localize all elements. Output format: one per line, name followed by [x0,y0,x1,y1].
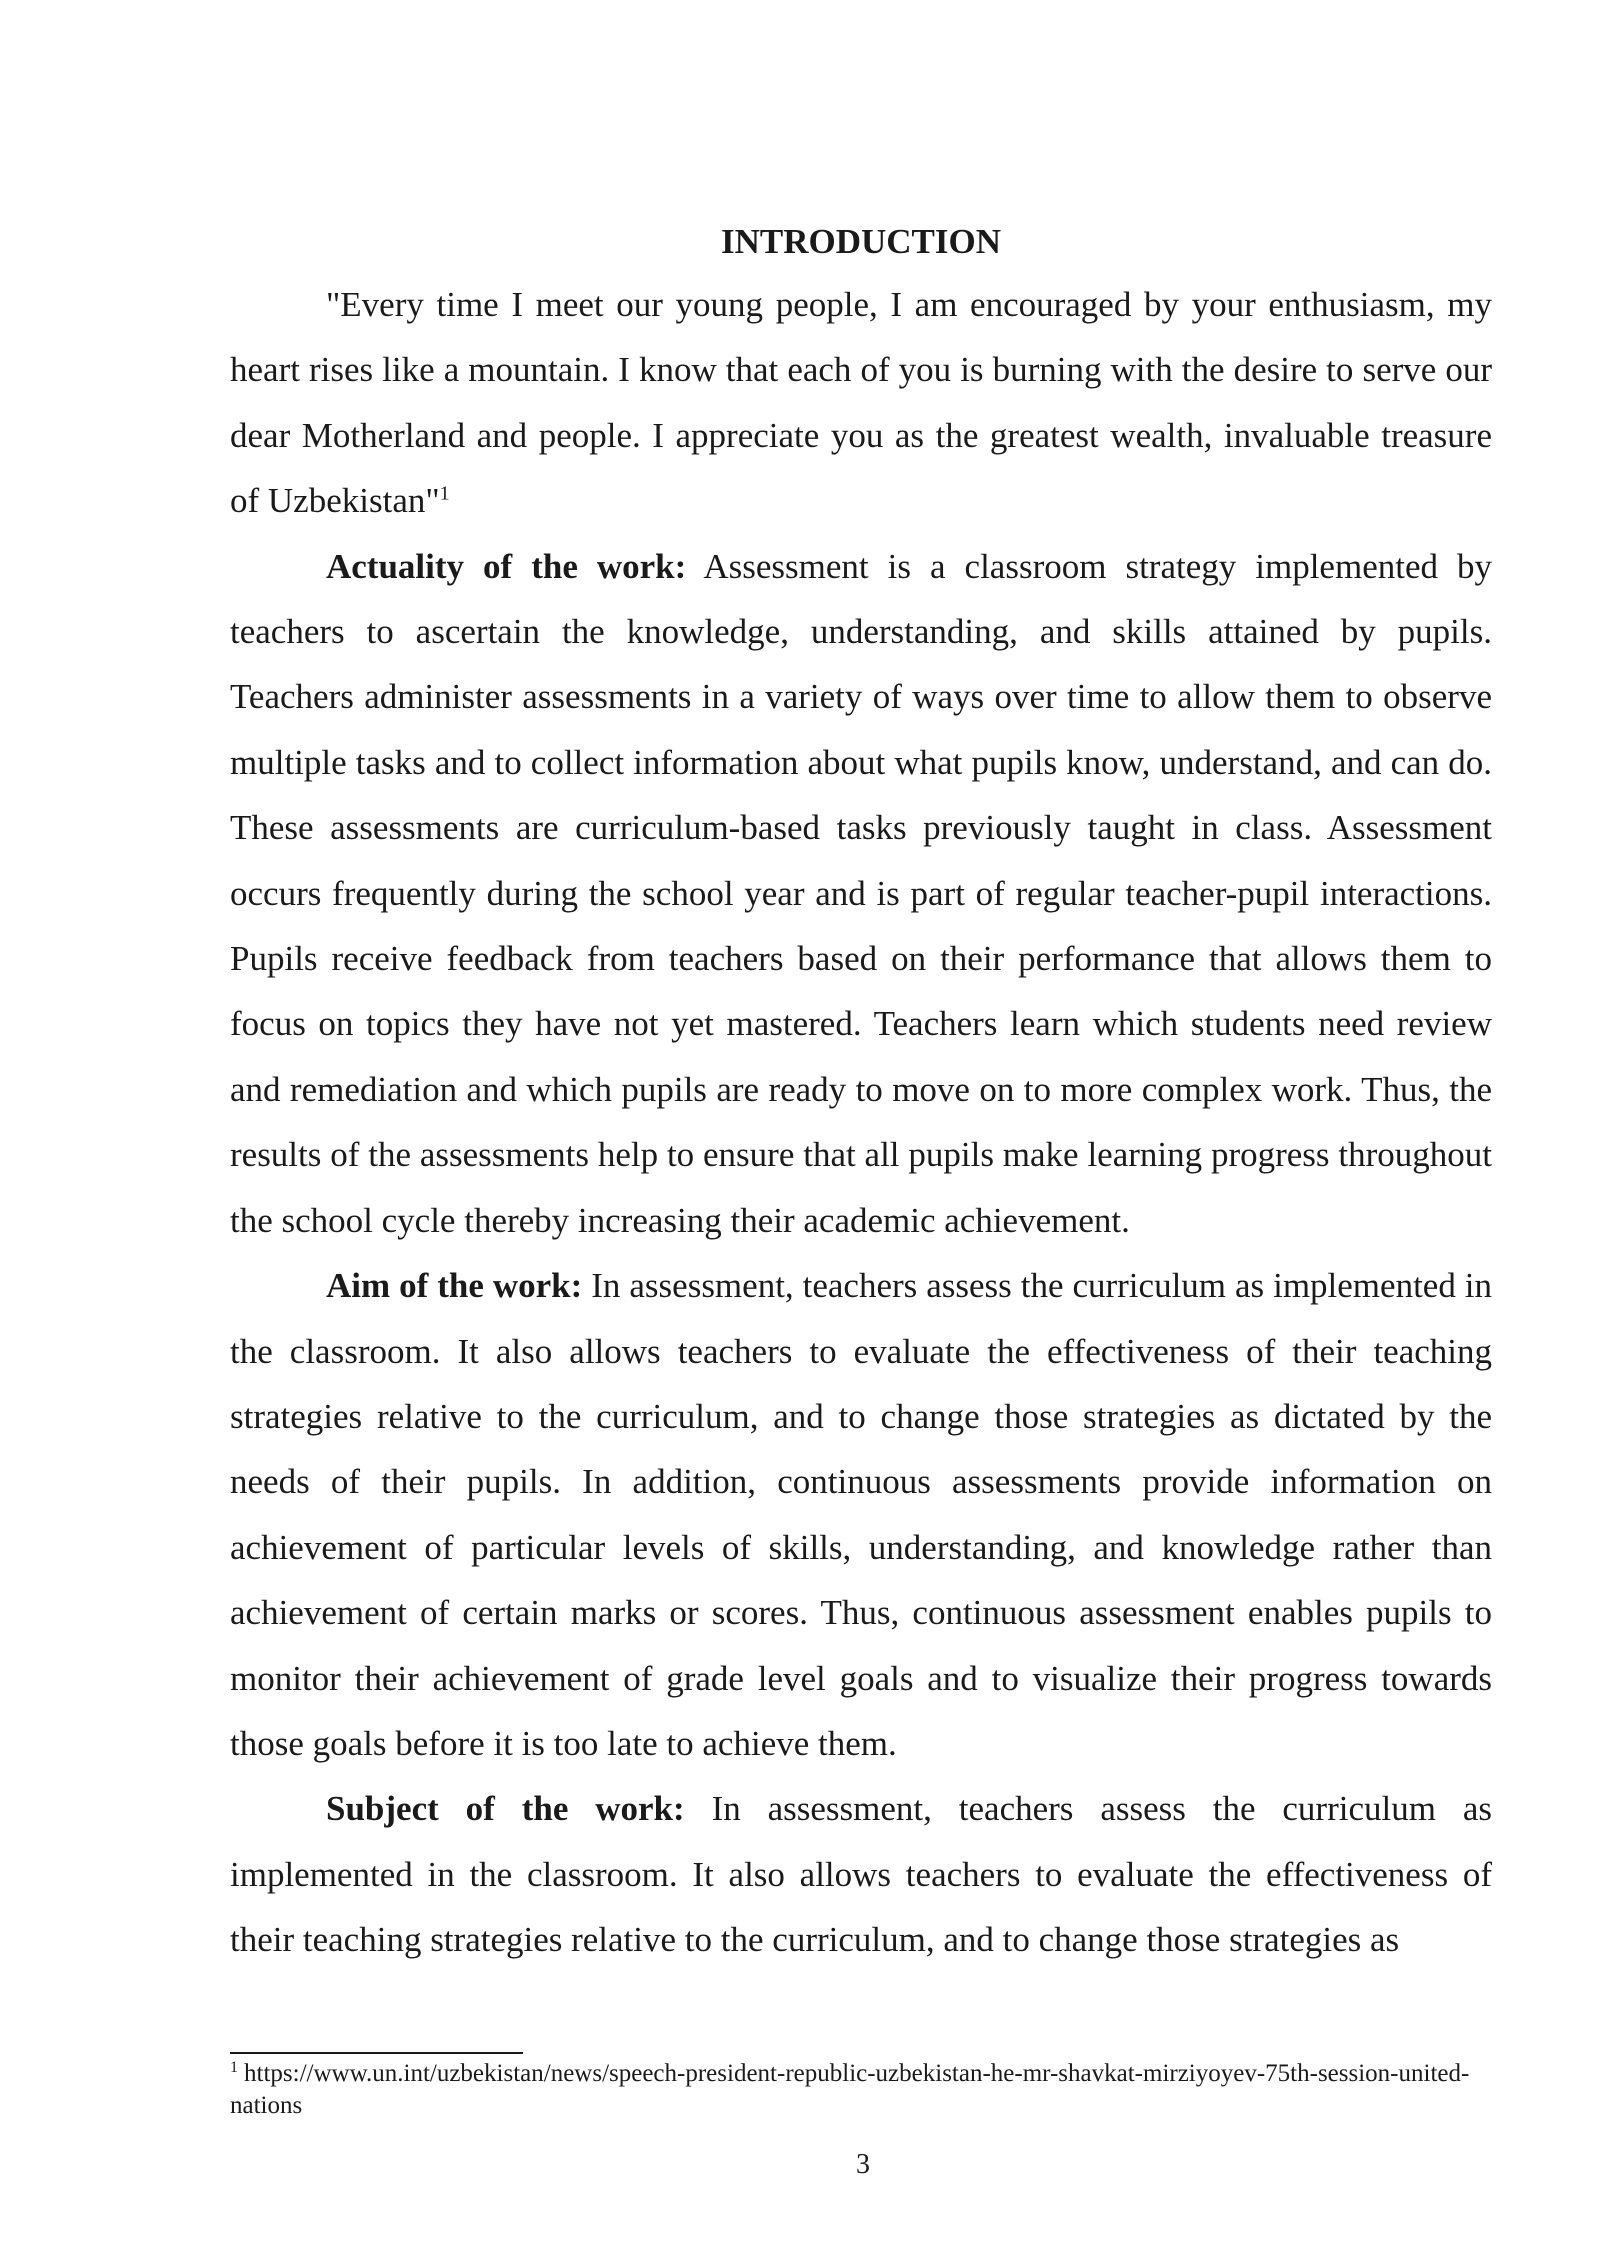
section-aim [230,1253,1492,1776]
footnote-mark: 1 [230,2058,238,2076]
page-number: 3 [856,2149,870,2180]
section-text-actuality: Assessment is a classroom strategy implemented by teachers to ascertain the knowledge, understanding, and skills attained by pupils. Teachers administer assessments in a variety of ways over time to allow them to observe multiple tasks and to collect information about what pupils know, understand, and can do. These assessments are curriculum-based tasks previously taught in class. Assessment occurs frequently during the school year and is part of regular teacher-pupil interactions. Pupils receive feedback from teachers based on their performance that allows them to focus on topics they have not yet mastered. Teachers learn which students need review and remediation and which pupils are ready to move on to more complex work. Thus, the results of the assessments help to ensure that all pupils make learning progress throughout the school cycle thereby increasing their academic achievement. [230,546,1492,1240]
page-heading: INTRODUCTION [720,222,1002,261]
section-text-aim: In assessment, teachers assess the curriculum as implemented in the classroom. It also allows teachers to evaluate the effectiveness of their teaching strategies relative to the curriculum, and to change those strategies as dictated by the needs of their pupils. In addition, continuous assessments provide information on achievement of particular levels of skills, understanding, and knowledge rather than achievement of certain marks or scores. Thus, continuous assessment enables pupils to monitor their achievement of grade level goals and to visualize their progress towards those goals before it is too late to achieve them. [230,1266,1493,1763]
section-lead-aim: Aim of the work: [326,1266,583,1306]
quote-text: "Every time I meet our young people, I am encouraged by your enthusiasm, my heart rises like a mountain. I know that each of you is burning with the desire to serve our dear Motherland and people. I appreciate you as the greatest wealth, invaluable treasure of Uzbekistan" [230,285,1492,521]
section-text-subject: In assessment, teachers assess the curriculum as implemented in the classroom. It also allows teachers to evaluate the effectiveness of their teaching strategies relative to the curriculum, and to change those strategies as [230,1789,1492,1960]
section-lead-actuality: Actuality of the work: [326,546,687,586]
section-lead-subject: Subject of the work: [326,1789,685,1829]
section-subject [230,1776,1492,1972]
footnote-divider [230,2052,523,2054]
opening-quote [230,272,1492,534]
body-text [230,212,1492,1973]
footnote-link[interactable]: https://www.un.int/uzbekistan/news/speech-president-republic-uzbekistan-he-mr-shavkat-mirziyoyev-75th-session-united-nations [230,2060,1470,2119]
footnote [230,2058,1492,2122]
section-actuality [230,534,1492,1253]
footnote-reference[interactable]: 1 [439,482,450,505]
